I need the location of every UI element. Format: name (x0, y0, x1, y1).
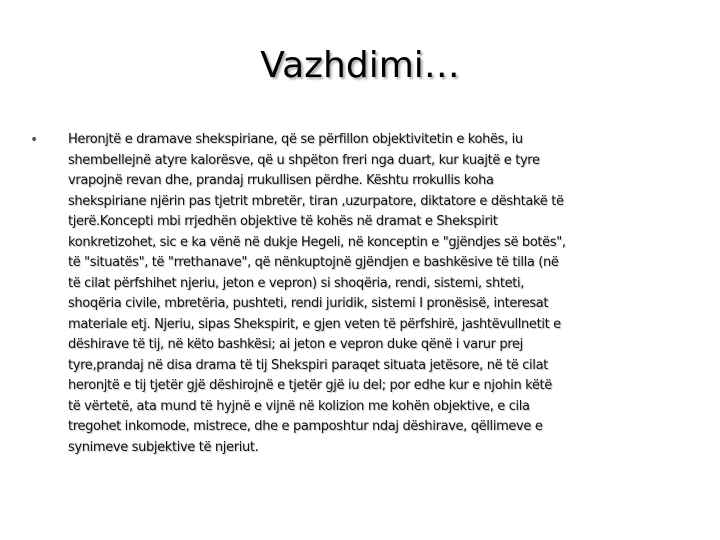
paragraph-line: heronjtë e tij tjetër gjë dëshirojnë e tjetër gjë iu del; por edhe kur e njohin këtë (68, 378, 552, 393)
paragraph-line: tregohet inkomode, mistrece, dhe e pamposhtur ndaj dëshirave, qëllimeve e (68, 419, 543, 434)
paragraph-line: të "situatës", të "rrethanave", që nënkuptojnë gjëndjen e bashkësive të tilla (në (68, 255, 559, 270)
paragraph-line: shembellejnë atyre kalorësve, që u shpëton freri nga duart, kur kuajtë e tyre (68, 152, 540, 168)
paragraph-line: Heronjtë e dramave shekspiriane, që se përfillon objektivitetin e kohës, iu (68, 132, 523, 147)
paragraph-line: synimeve subjektive të njeriut. (68, 439, 259, 455)
paragraph-line: të vërtetë, ata mund të hyjnë e vijnë në kolizion me kohën objektive, e cila (68, 398, 530, 414)
bullet-marker: • (30, 132, 39, 148)
paragraph-line: konkretizohet, sic e ka vënë në dukje Hegeli, në konceptin e "gjëndjes së botës", (68, 234, 566, 250)
paragraph-line: materiale etj. Njeriu, sipas Shekspirit, e gjen veten të përfshirë, jashtëvullnetit e (68, 316, 561, 332)
paragraph-line: shekspiriane njërin pas tjetrit mbretër, tiran ,uzurpatore, diktatore e dështakë të (68, 193, 564, 209)
slide-title: Vazhdimi… (260, 45, 460, 86)
paragraph-line: të cilat përfshihet njeriu, jeton e vepron) si shoqëria, rendi, sistemi, shteti, (68, 275, 525, 291)
paragraph-line: tyre,prandaj në disa drama të tij Shekspiri paraqet situata jetësore, në të cilat (68, 357, 548, 373)
paragraph-line: tjerë.Koncepti mbi rrjedhën objektive të kohës në dramat e Shekspirit (68, 214, 498, 229)
paragraph-line: shoqëria civile, mbretëria, pushteti, rendi juridik, sistemi I pronësisë, interesat (68, 296, 549, 311)
paragraph-line: vrapojnë revan dhe, prandaj rrukullisen përdhe. Kështu rrokullis koha (68, 173, 494, 188)
bullet-paragraph (68, 130, 683, 458)
paragraph-line: dëshirave të tij, në këto bashkësi; ai jeton e vepron duke qënë i varur prej (68, 337, 523, 352)
